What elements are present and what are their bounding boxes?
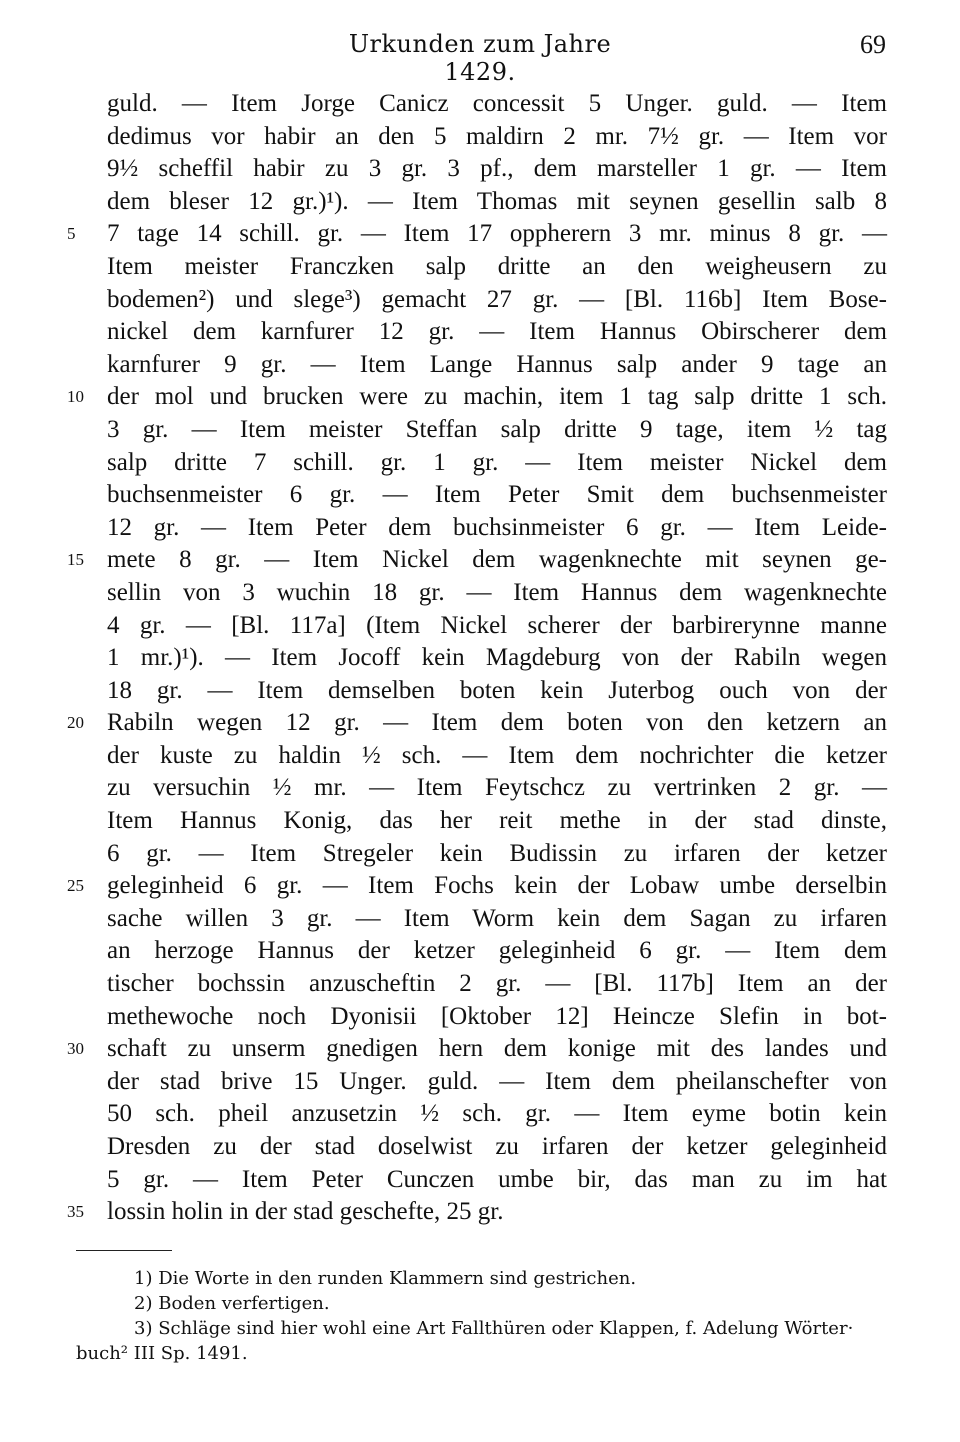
text-line: 7 tage 14 schill. gr. — Item 17 oppherern 3 mr. minus 8 gr. — 5 bbox=[107, 218, 887, 251]
text-line: dedimus vor habir an den 5 maldirn 2 mr. 7½ gr. — Item vor bbox=[107, 122, 887, 150]
footnote-mark: 1) bbox=[134, 1268, 153, 1289]
text-line: 6 gr. — Item Stregeler kein Budissin zu irfaren der ketzer bbox=[107, 839, 887, 867]
text-line: Item meister Franczken salp dritte an den weigheusern zu bbox=[107, 252, 887, 280]
text-line: 9½ scheffil habir zu 3 gr. 3 pf., dem marsteller 1 gr. — Item bbox=[107, 155, 887, 183]
text-line: lossin holin in der stad geschefte, 25 gr. 35 bbox=[107, 1196, 887, 1229]
text-line: nickel dem karnfurer 12 gr. — Item Hannus Obirscherer dem bbox=[107, 318, 887, 346]
text-line: Dresden zu der stad doselwist zu irfaren der ketzer geleginheid bbox=[107, 1133, 887, 1160]
text-line: 3 gr. — Item meister Steffan salp dritte 9 tage, item ½ tag bbox=[107, 415, 887, 443]
text-line: an herzoge Hannus der ketzer geleginheid 6 gr. — Item dem bbox=[107, 937, 887, 965]
footnote-3 bbox=[76, 1316, 896, 1341]
text-line: der mol und brucken were zu machin, item 1 tag salp dritte 1 sch. 10 bbox=[107, 381, 887, 414]
text-line: buchsenmeister 6 gr. — Item Peter Smit dem buchsenmeister bbox=[107, 481, 887, 509]
text-line: 5 gr. — Item Peter Cunczen umbe bir, das man zu im hat bbox=[107, 1165, 887, 1193]
text-line: sache willen 3 gr. — Item Worm kein dem Sagan zu irfaren bbox=[107, 904, 887, 932]
running-header: Urkunden zum Jahre 1429. bbox=[348, 30, 612, 86]
text-line: Rabiln wegen 12 gr. — Item dem boten von den ketzern an 20 bbox=[107, 707, 887, 740]
footnote-2 bbox=[76, 1291, 896, 1316]
text-line: 4 gr. — [Bl. 117a] (Item Nickel scherer der barbirerynne manne bbox=[107, 611, 887, 639]
text-line: der stad brive 15 Unger. guld. — Item dem pheilanschefter von bbox=[107, 1067, 887, 1095]
text-line: karnfurer 9 gr. — Item Lange Hannus salp ander 9 tage an bbox=[107, 350, 887, 378]
text-line: der kuste zu haldin ½ sch. — Item dem nochrichter die ketzer bbox=[107, 741, 887, 769]
text-line: mete 8 gr. — Item Nickel dem wagenknechte mit seynen ge- 15 bbox=[107, 544, 887, 577]
footnote-divider bbox=[76, 1250, 172, 1251]
text-line: zu versuchin ½ mr. — Item Feytschcz zu vertrinken 2 gr. — bbox=[107, 774, 887, 802]
text-line: tischer bochssin anzuscheftin 2 gr. — [Bl. 117b] Item an der bbox=[107, 970, 887, 998]
text-line: 18 gr. — Item demselben boten kein Juterbog ouch von der bbox=[107, 676, 887, 704]
footnote-mark: 3) bbox=[134, 1318, 153, 1339]
page-number: 69 bbox=[860, 30, 886, 59]
line-number: 30 bbox=[67, 1039, 84, 1059]
text-line: salp dritte 7 schill. gr. 1 gr. — Item meister Nickel dem bbox=[107, 448, 887, 476]
text-line: 1 mr.)¹). — Item Jocoff kein Magdeburg von der Rabiln wegen bbox=[107, 644, 887, 672]
text-line: guld. — Item Jorge Canicz concessit 5 Unger. guld. — Item bbox=[107, 90, 887, 117]
footnote-3-continuation: buch² III Sp. 1491. bbox=[76, 1343, 248, 1364]
text-line: bodemen²) und slege³) gemacht 27 gr. — [Bl. 116b] Item Bose- bbox=[107, 285, 887, 313]
main-text bbox=[67, 88, 887, 1229]
line-number: 35 bbox=[67, 1202, 84, 1222]
text-line: dem bleser 12 gr.)¹). — Item Thomas mit seynen gesellin salb 8 bbox=[107, 187, 887, 215]
footnote-text: Die Worte in den runden Klammern sind gestrichen. bbox=[158, 1268, 637, 1289]
text-line: schaft zu unserm gnedigen hern dem konige mit des landes und 30 bbox=[107, 1033, 887, 1066]
text-line: Item Hannus Konig, das her reit methe in der stad dinste, bbox=[107, 807, 887, 835]
text-line: 12 gr. — Item Peter dem buchsinmeister 6 gr. — Item Leide- bbox=[107, 513, 887, 541]
line-number: 15 bbox=[67, 550, 84, 570]
text-line: geleginheid 6 gr. — Item Fochs kein der Lobaw umbe derselbin 25 bbox=[107, 870, 887, 903]
footnote-mark: 2) bbox=[134, 1293, 153, 1314]
line-number: 25 bbox=[67, 876, 84, 896]
text-line: methewoche noch Dyonisii [Oktober 12] Heincze Slefin in bot- bbox=[107, 1002, 887, 1030]
footnote-text: Boden verfertigen. bbox=[158, 1293, 330, 1314]
text-line: 50 sch. pheil anzusetzin ½ sch. gr. — Item eyme botin kein bbox=[107, 1100, 887, 1128]
footnote-text: Schläge sind hier wohl eine Art Fallthüren oder Klappen, f. Adelung Wörter· bbox=[158, 1318, 854, 1339]
footnote-1 bbox=[76, 1266, 896, 1291]
text-line: sellin von 3 wuchin 18 gr. — Item Hannus dem wagenknechte bbox=[107, 578, 887, 606]
line-number: 5 bbox=[67, 224, 76, 244]
footnotes bbox=[76, 1266, 896, 1366]
line-number: 20 bbox=[67, 713, 84, 733]
line-number: 10 bbox=[67, 387, 84, 407]
